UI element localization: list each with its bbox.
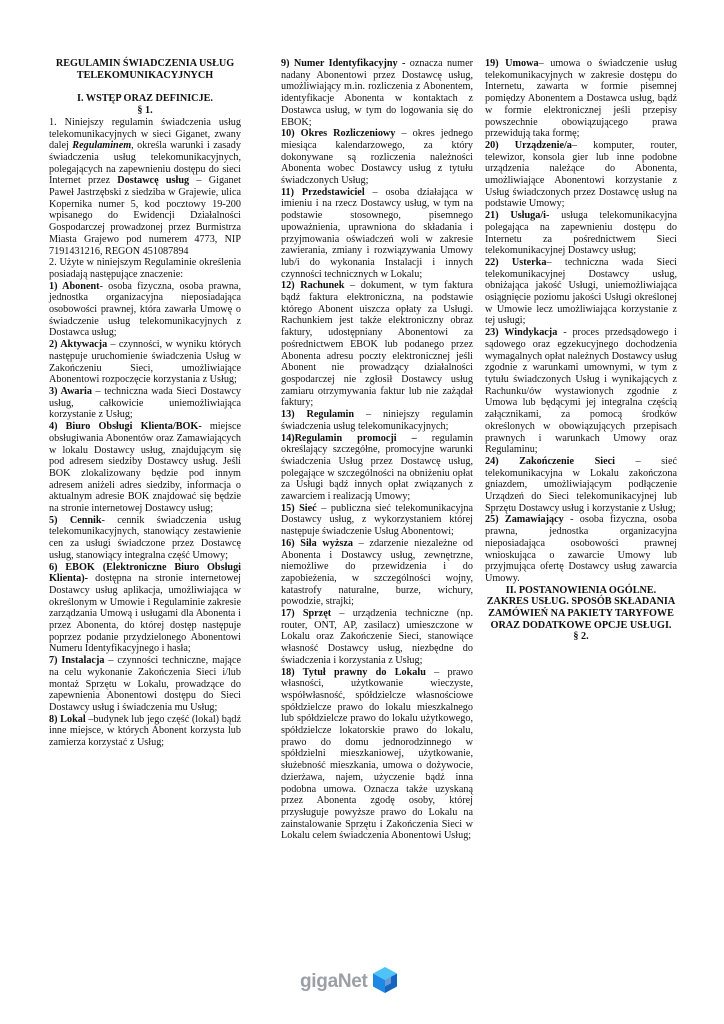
document-title: REGULAMIN ŚWIADCZENIA USŁUG TELEKOMUNIKACYJNYCH [55,58,235,81]
definition-18: 18) Tytuł prawny do Lokalu – prawo własności, użytkowanie wieczyste, współwłasność, spółdzielcze własnościowe spółdzielcze prawo do lokalu mieszkalnego lub spółdzielcze prawo do lokalu użytkowego, spółdzielcze lokatorskie prawo do lokalu, prawo do domu jednorodzinnego w spółdzielni mieszkaniowej, użytkowanie, służebność mieszkania, umowa o dożywocie, dzierżawa, najem, użyczenie bądź inna podobna umowa. Oznacza także uzyskaną przez Abonenta zgodę osoby, której przysługuje powyższe prawo do Lokalu na zainstalowanie Sprzętu i Zakończenia Sieci w Lokalu celem świadczenia Abonentowi Usług; [281,666,474,842]
paragraph-1-mark: § 1. [137,105,153,117]
definition-16: 16) Siła wyższa – zdarzenie niezależne od Abonenta i Dostawcy usług, zewnętrzne, niemożliwe do przewidzenia i do zapobieżenia, w szczególności wojny, katastrofy naturalne, burze, wichury, powodzie, strajki; [281,537,474,608]
definition-13: 13) Regulamin – niniejszy regulamin świadczenia usług telekomunikacyjnych; [281,409,473,432]
text-column-1 [49,58,241,749]
definition-11: 11) Przedstawiciel – osoba działająca w imieniu i na rzecz Dostawcy usług, w tym na podstawie stosownego, pisemnego upoważnienia, uprawniona do składania i przyjmowania oświadczeń woli w zakresie zawierania, zmiany i rozwiązywania Umowy lub/i do wykonania Instalacji i innych czynności technicznych w Lokalu; [281,186,473,280]
text-column-2 [281,58,473,842]
definition-20: 20) Urządzenie/a– komputer, router, telewizor, konsola gier lub inne podobne urządzenia należące do Abonenta, umożliwiające Abonentowi korzystanie z Usług świadczonych przez Dostawcę usług na podstawie Umowy; [485,139,677,210]
logo-wordmark: gigaNet [300,971,368,992]
cube-icon [372,966,398,999]
definition-17: 17) Sprzęt – urządzenia techniczne (np. router, ONT, AP, zasilacz) umieszczone w Lokalu oraz Zakończenie Sieci, stanowiące własność Dostawcy usług, niezbędne do świadczenia i korzystania z Usług; [281,608,473,666]
definition-7: 7) Instalacja – czynności techniczne, mające na celu wykonanie Zakończenia Sieci i/lub montaż Sprzętu w Lokalu, prowadzące do zapewnienia Abonentowi dostępu do Sieci Dostawcy usług i świadczenia mu Usług; [49,655,241,713]
definition-15: 15) Sieć – publiczna sieć telekomunikacyjna Dostawcy usług, z wykorzystaniem której następuje świadczenie Usług Abonentowi; [281,502,473,538]
section-2-heading: II. POSTANOWIENIA OGÓLNE. ZAKRES USŁUG. SPOSÓB SKŁADANIA ZAMÓWIEŃ NA PAKIETY TARYFOWE ORAZ DODATKOWE OPCJE USŁUGI. [486,584,676,631]
clause-2: 2. Użyte w niniejszym Regulaminie określenia posiadają następujące znaczenie: [49,257,241,280]
footer-logo [300,962,430,1002]
definition-8: 8) Lokal –budynek lub jego część (lokal) bądź inne miejsce, w których Abonent korzysta lub zamierza korzystać z Usług; [49,713,241,749]
definition-22: 22) Usterka– techniczna wada Sieci telekomunikacyjnej Dostawcy usług, obniżająca jakość Usługi, uniemożliwiająca osiągnięcie poziomu jakości Usługi określonej w Umowie lecz umożliwiająca korzystanie z tej usługi; [485,256,677,327]
definition-10: 10) Okres Rozliczeniowy – okres jednego miesiąca kalendarzowego, za który dokonywane są rozliczenia należności Abonenta wobec Dostawcy usług z tytułu świadczonych Usług; [281,128,473,187]
definition-4: 4) Biuro Obsługi Klienta/BOK- miejsce obsługiwania Abonentów oraz Zamawiających w lokalu Dostawcy usług, znajdującym się pod adresem siedziby Dostawcy usług. Jeśli BOK zlokalizowany będzie pod innym adresem aniżeli adres siedziby, informacja o aktualnym adresie BOK znajdować się będzie na stronie internetowej Dostawcy usług; [49,421,241,515]
definition-23: 23) Windykacja - proces przedsądowego i sądowego oraz egzekucyjnego dochodzenia wymagalnych opłat należnych Dostawcy usług zgodnie z warunkami umownymi, w tym z tytułu świadczonych Usług i wynikających z Rachunku/ów wystawionych zgodnie z Umowa lub będącymi jej integralna częścią załącznikami, za pomocą środków określonych w obowiązujących przepisach prawnych i warunkach Umowy oraz Regulaminu; [485,327,677,456]
clause-1: 1. Niniejszy regulamin świadczenia usług telekomunikacyjnych w sieci Giganet, zwany dalej Regulaminem, określa warunki i zasady świadczenia usług telekomunikacyjnych, polegających na zapewnieniu dostępu do sieci Internet przez Dostawcę usług – Giganet Paweł Jastrzębski z siedziba w Grajewie, ulica Kopernika numer 5, kod pocztowy 19-200 wpisanego do Ewidencji Działalności Gospodarczej prowadzonej przez Burmistrza Miasta Grajewo pod numerem 4773, NIP 7191431216, REGON 451087894 [49,116,242,257]
definition-24: 24) Zakończenie Sieci – sieć telekomunikacyjna w Lokalu zakończona gniazdem, umożliwiającym podłączenie Urządzeń do Sieci telekomunikacyjnej lub Sprzętu Dostawcy usług i korzystanie z Usług; [485,455,677,514]
definition-12: 12) Rachunek – dokument, w tym faktura bądź faktura elektroniczna, na podstawie którego Abonent uiszcza opłaty za Usługi. Rachunkiem jest także elektroniczny obraz faktury, udostępniany Abonentowi za pośrednictwem EBOK lub podanego przez Abonenta adresu poczty elektronicznej jeśli Abonent nie prowadzący działalności gospodarczej nie zgłosił Dostawcy usług zamiaru otrzymywania faktur lub nie zażądał faktury; [281,280,473,409]
section-1-heading: I. WSTĘP ORAZ DEFINICJE. [77,93,213,105]
definition-2: 2) Aktywacja – czynności, w wyniku których następuje uruchomienie świadczenia Usług w Zakończeniu Sieci, umożliwiające Abonentowi rozpoczęcie korzystania z Usług; [49,339,241,386]
text-column-3 [485,58,677,643]
definition-19: 19) Umowa– umowa o świadczenie usług telekomunikacyjnych w zakresie dostępu do Internetu, zawarta w formie pisemnej pomiędzy Abonentem a Dostawca usług, bądź w formie elektronicznej jeśli przepisy powszechnie obowiązującego prawa przewidują taka formę; [485,58,677,140]
definition-6: 6) EBOK (Elektroniczne Biuro Obsługi Klienta)- dostępna na stronie internetowej Dostawcy usług aplikacja, umożliwiająca w określonym w Umowie i Regulaminie zakresie zarządzania Umową i usługami dla Abonenta i przez Abonenta, do której dostęp następuje poprzez podanie przydzielonego Abonentowi Numeru Identyfikacyjnego i hasła; [49,561,241,655]
definition-5: 5) Cennik- cennik świadczenia usług telekomunikacyjnych, stanowiący zestawienie cen za usługi świadczone przez Dostawcę usług, stanowiący integralna część Umowy; [49,514,241,561]
definition-1: 1) Abonent- osoba fizyczna, osoba prawna, jednostka organizacyjna nieposiadająca osobowości prawnej, która zawarła Umowę o świadczenie usług telekomunikacyjnych z Dostawca usług; [49,280,241,339]
definition-14: 14)Regulamin promocji – regulamin określający szczegółne, promocyjne warunki świadczenia Usług przez Dostawcę usług, polegające w szczególności na obniżeniu opłat za Usługi bądź innych opłat związanych z zawarciem i realizacją Umowy; [281,432,473,503]
definition-9: 9) Numer Identyfikacyjny - oznacza numer nadany Abonentowi przez Dostawcę usług, umożliwiający m.in. rozliczenia z Abonentem, identyfikacje Abonenta w kontaktach z Dostawca usług, w tym do logowania się do EBOK; [281,58,473,128]
definition-25: 25) Zamawiający - osoba fizyczna, osoba prawna, jednostka organizacyjna nieposiadająca osobowości prawnej wnioskująca o zawarcie Umowy lub przyjmująca ofertę Dostawcy usług zawarcia Umowy. [485,514,677,584]
definition-3: 3) Awaria – techniczna wada Sieci Dostawcy usług, całkowicie uniemożliwiająca korzystanie z Usług; [49,385,242,421]
paragraph-2-mark: § 2. [573,631,589,643]
definition-21: 21) Usługa/i- usługa telekomunikacyjna polegająca na zapewnieniu dostępu do Internetu za pośrednictwem Sieci telekomunikacyjnej Dostawcy usług; [485,210,677,257]
